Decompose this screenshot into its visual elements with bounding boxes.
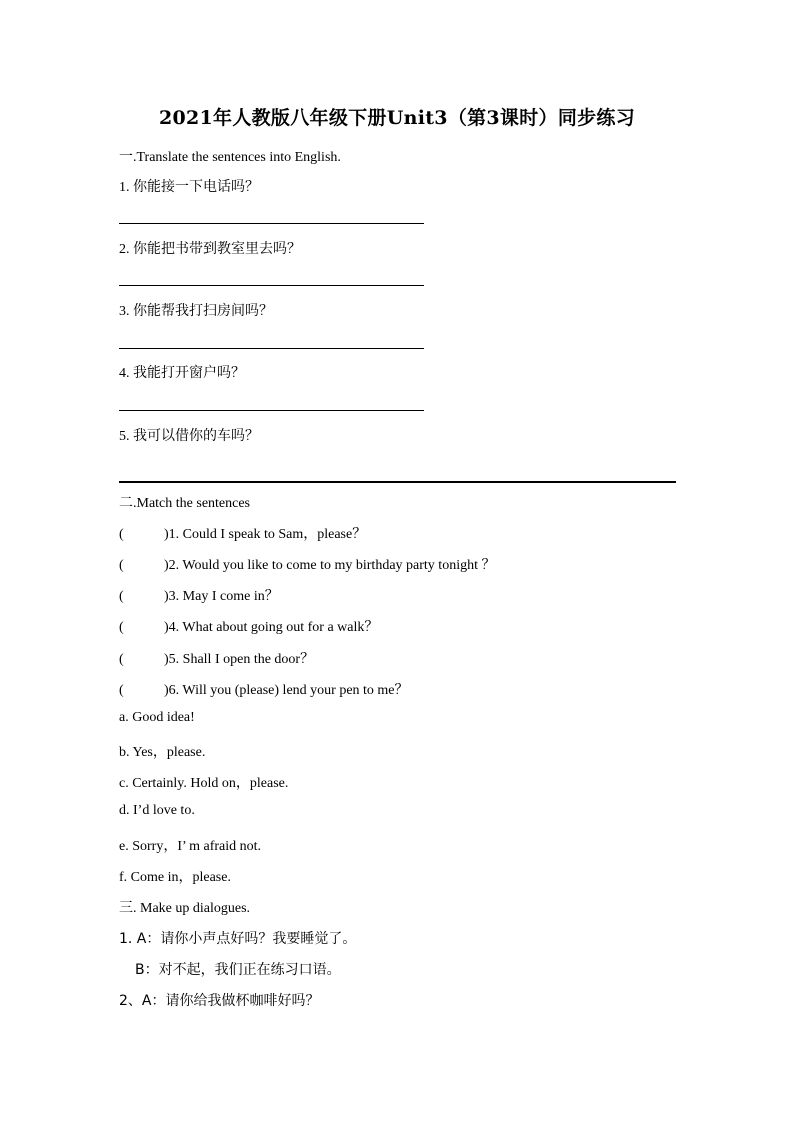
answer-line-4[interactable]: [119, 410, 424, 411]
question-number: )2.: [164, 558, 180, 573]
match-question-6: [119, 679, 409, 699]
match-answer-d: d. I’d love to.: [119, 803, 195, 818]
match-answer-b: b. Yes，please.: [119, 745, 206, 760]
match-answer-e: e. Sorry，I’ m afraid not.: [119, 839, 262, 854]
match-question-1: [119, 523, 366, 543]
match-question-2: [119, 554, 495, 574]
answer-line-5[interactable]: [119, 481, 676, 483]
translate-item-2: [119, 238, 301, 258]
question-text: Will you (please) lend your pen to me？: [182, 683, 409, 698]
item-number: 4.: [119, 366, 130, 381]
translate-item-1: [119, 176, 259, 196]
section1-heading: 一.Translate the sentences into English.: [119, 150, 341, 165]
item-text: 我能打开窗户吗？: [133, 365, 245, 381]
question-text: Would you like to come to my birthday party tonight ？: [182, 558, 496, 573]
answer-blank[interactable]: (: [119, 683, 124, 698]
question-number: )3.: [164, 589, 180, 604]
question-text: Shall I open the door？: [182, 652, 315, 667]
item-text: 你能把书带到教室里去吗？: [133, 241, 301, 257]
match-question-4: [119, 616, 378, 636]
item-number: 2.: [119, 242, 130, 257]
page-title: 2021年人教版八年级下册Unit3（第3课时）同步练习: [158, 107, 636, 129]
dialogue-line-3: 2、A：请你给我做杯咖啡好吗？: [119, 993, 320, 1009]
item-number: 3.: [119, 304, 130, 319]
match-answer-c: c. Certainly. Hold on，please.: [119, 776, 289, 791]
translate-item-5: [119, 425, 259, 445]
section2-heading: 二.Match the sentences: [119, 496, 251, 511]
match-answer-a: a. Good idea!: [119, 710, 195, 725]
answer-line-2[interactable]: [119, 285, 424, 286]
item-text: 我可以借你的车吗？: [133, 428, 259, 444]
match-answer-f: f. Come in，please.: [119, 870, 231, 885]
question-number: )6.: [164, 683, 180, 698]
item-number: 5.: [119, 429, 130, 444]
answer-line-1[interactable]: [119, 223, 424, 224]
item-text: 你能帮我打扫房间吗？: [133, 303, 273, 319]
dialogue-line-2: B：对不起，我们正在练习口语。: [135, 962, 341, 978]
question-text: May I come in？: [182, 589, 279, 604]
translate-item-4: [119, 362, 245, 382]
question-number: )1.: [164, 527, 180, 542]
match-question-3: [119, 585, 279, 605]
question-number: )5.: [164, 652, 180, 667]
answer-blank[interactable]: (: [119, 527, 124, 542]
answer-blank[interactable]: (: [119, 589, 124, 604]
dialogue-line-1: 1. A：请你小声点好吗？我要睡觉了。: [119, 931, 357, 947]
question-text: What about going out for a walk？: [182, 620, 379, 635]
answer-blank[interactable]: (: [119, 652, 124, 667]
answer-blank[interactable]: (: [119, 620, 124, 635]
item-number: 1.: [119, 180, 130, 195]
question-text: Could I speak to Sam，please？: [182, 527, 367, 542]
item-text: 你能接一下电话吗？: [133, 179, 259, 195]
section3-heading: 三. Make up dialogues.: [119, 901, 251, 916]
translate-item-3: [119, 300, 273, 320]
match-question-5: [119, 648, 314, 668]
question-number: )4.: [164, 620, 180, 635]
answer-blank[interactable]: (: [119, 558, 124, 573]
answer-line-3[interactable]: [119, 348, 424, 349]
